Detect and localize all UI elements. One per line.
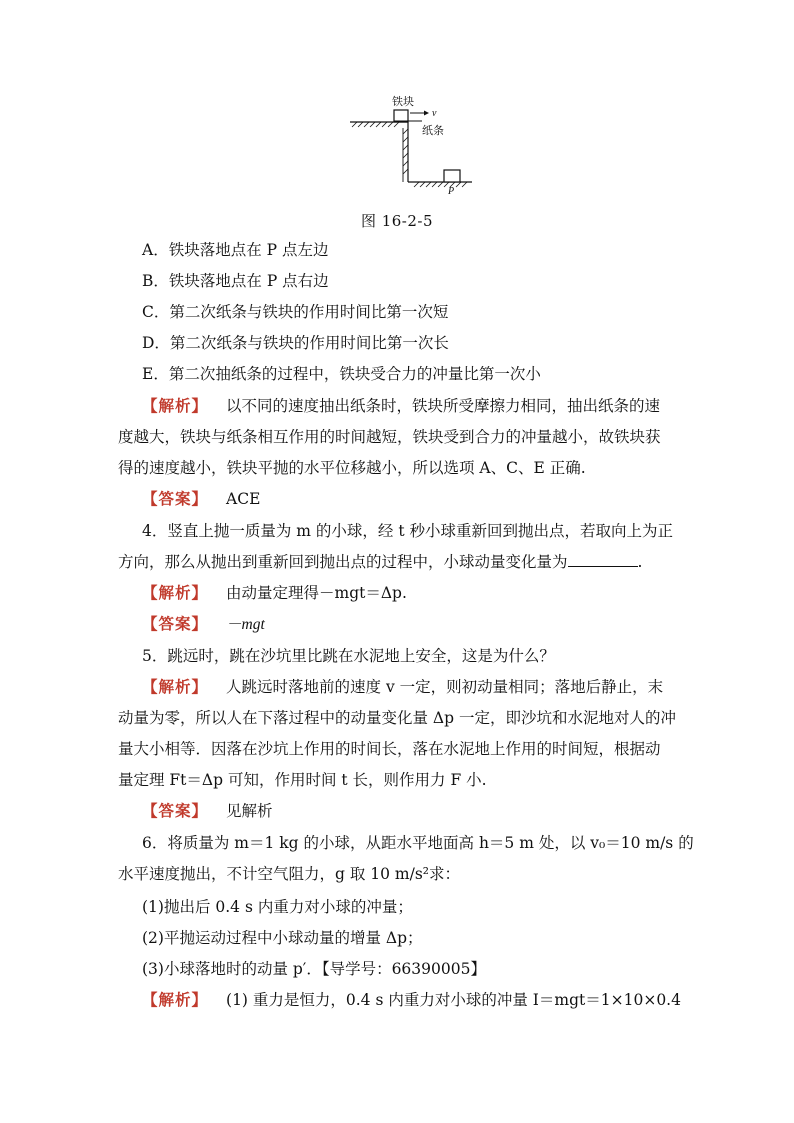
iron-block-shape [394, 110, 408, 122]
q3-analysis-line-1: 【解析】 以不同的速度抽出纸条时，铁块所受摩擦力相同，抽出纸条的速 [142, 396, 661, 415]
q4-analysis: 【解析】 由动量定理得－mgt＝Δp. [142, 583, 407, 602]
q3-analysis-line-2: 度越大，铁块与纸条相互作用的时间越短，铁块受到合力的冲量越小，故铁块获 [118, 428, 661, 446]
q5-analysis-line-1: 【解析】 人跳远时落地前的速度 v 一定，则初动量相同；落地后静止，末 [142, 677, 664, 696]
option-b: B．铁块落地点在 P 点右边 [142, 272, 329, 290]
label-iron-block: 铁块 [392, 95, 414, 108]
analysis-label: 【解析】 [142, 990, 209, 1009]
figure-caption: 图 16-2-5 [360, 212, 434, 230]
option-e: E．第二次抽纸条的过程中，铁块受合力的冲量比第一次小 [142, 365, 541, 383]
diagram-svg [340, 90, 490, 200]
q4-answer: 【答案】 －mgt [142, 614, 265, 633]
q6-line-2: 水平速度抛出，不计空气阻力，g 取 10 m/s²求： [118, 865, 461, 883]
analysis-label: 【解析】 [142, 396, 209, 415]
answer-label: 【答案】 [142, 614, 209, 633]
q5-line: 5．跳远时，跳在沙坑里比跳在水泥地上安全，这是为什么？ [142, 647, 555, 665]
figure-iron-block-paper [340, 90, 490, 200]
q6-sub-1: (1)抛出后 0.4 s 内重力对小球的冲量； [142, 898, 413, 916]
option-a: A．铁块落地点在 P 点左边 [142, 241, 329, 259]
q3-analysis-line-3: 得的速度越小，铁块平抛的水平位移越小，所以选项 A、C、E 正确. [118, 459, 586, 477]
q6-line-1: 6．将质量为 m＝1 kg 的小球，从距水平地面高 h＝5 m 处，以 v₀＝10 m/s 的 [142, 834, 694, 852]
option-d: D．第二次纸条与铁块的作用时间比第一次长 [142, 334, 449, 352]
answer-blank [568, 552, 638, 567]
option-c: C．第二次纸条与铁块的作用时间比第一次短 [142, 303, 449, 321]
p-marker-block [444, 170, 460, 182]
q5-analysis-line-2: 动量为零，所以人在下落过程中的动量变化量 Δp 一定，即沙坑和水泥地对人的冲 [118, 709, 676, 727]
analysis-label: 【解析】 [142, 583, 209, 602]
label-velocity: v [432, 108, 437, 119]
label-paper-strip: 纸条 [422, 124, 444, 137]
q5-analysis-line-4: 量定理 Ft＝Δp 可知，作用时间 t 长，则作用力 F 小. [118, 771, 487, 789]
answer-label: 【答案】 [142, 801, 209, 820]
q3-answer: 【答案】 ACE [142, 489, 261, 508]
answer-label: 【答案】 [142, 489, 209, 508]
q5-analysis-line-3: 量大小相等．因落在沙坑上作用的时间长，落在水泥地上作用的时间短，根据动 [118, 740, 661, 758]
label-point-p: P [448, 186, 455, 197]
q5-answer: 【答案】 见解析 [142, 801, 273, 820]
q6-sub-3: (3)小球落地时的动量 p′．【导学号：66390005】 [142, 960, 486, 978]
analysis-label: 【解析】 [142, 677, 209, 696]
q6-analysis: 【解析】 (1) 重力是恒力，0.4 s 内重力对小球的冲量 I＝mgt＝1×10×0.4 [142, 990, 681, 1009]
q4-line-2: 方向，那么从抛出到重新回到抛出点的过程中，小球动量变化量为 . [118, 553, 643, 571]
q6-sub-2: (2)平抛运动过程中小球动量的增量 Δp； [142, 929, 423, 947]
q4-line-1: 4．竖直上抛一质量为 m 的小球，经 t 秒小球重新回到抛出点，若取向上为正 [142, 522, 673, 540]
